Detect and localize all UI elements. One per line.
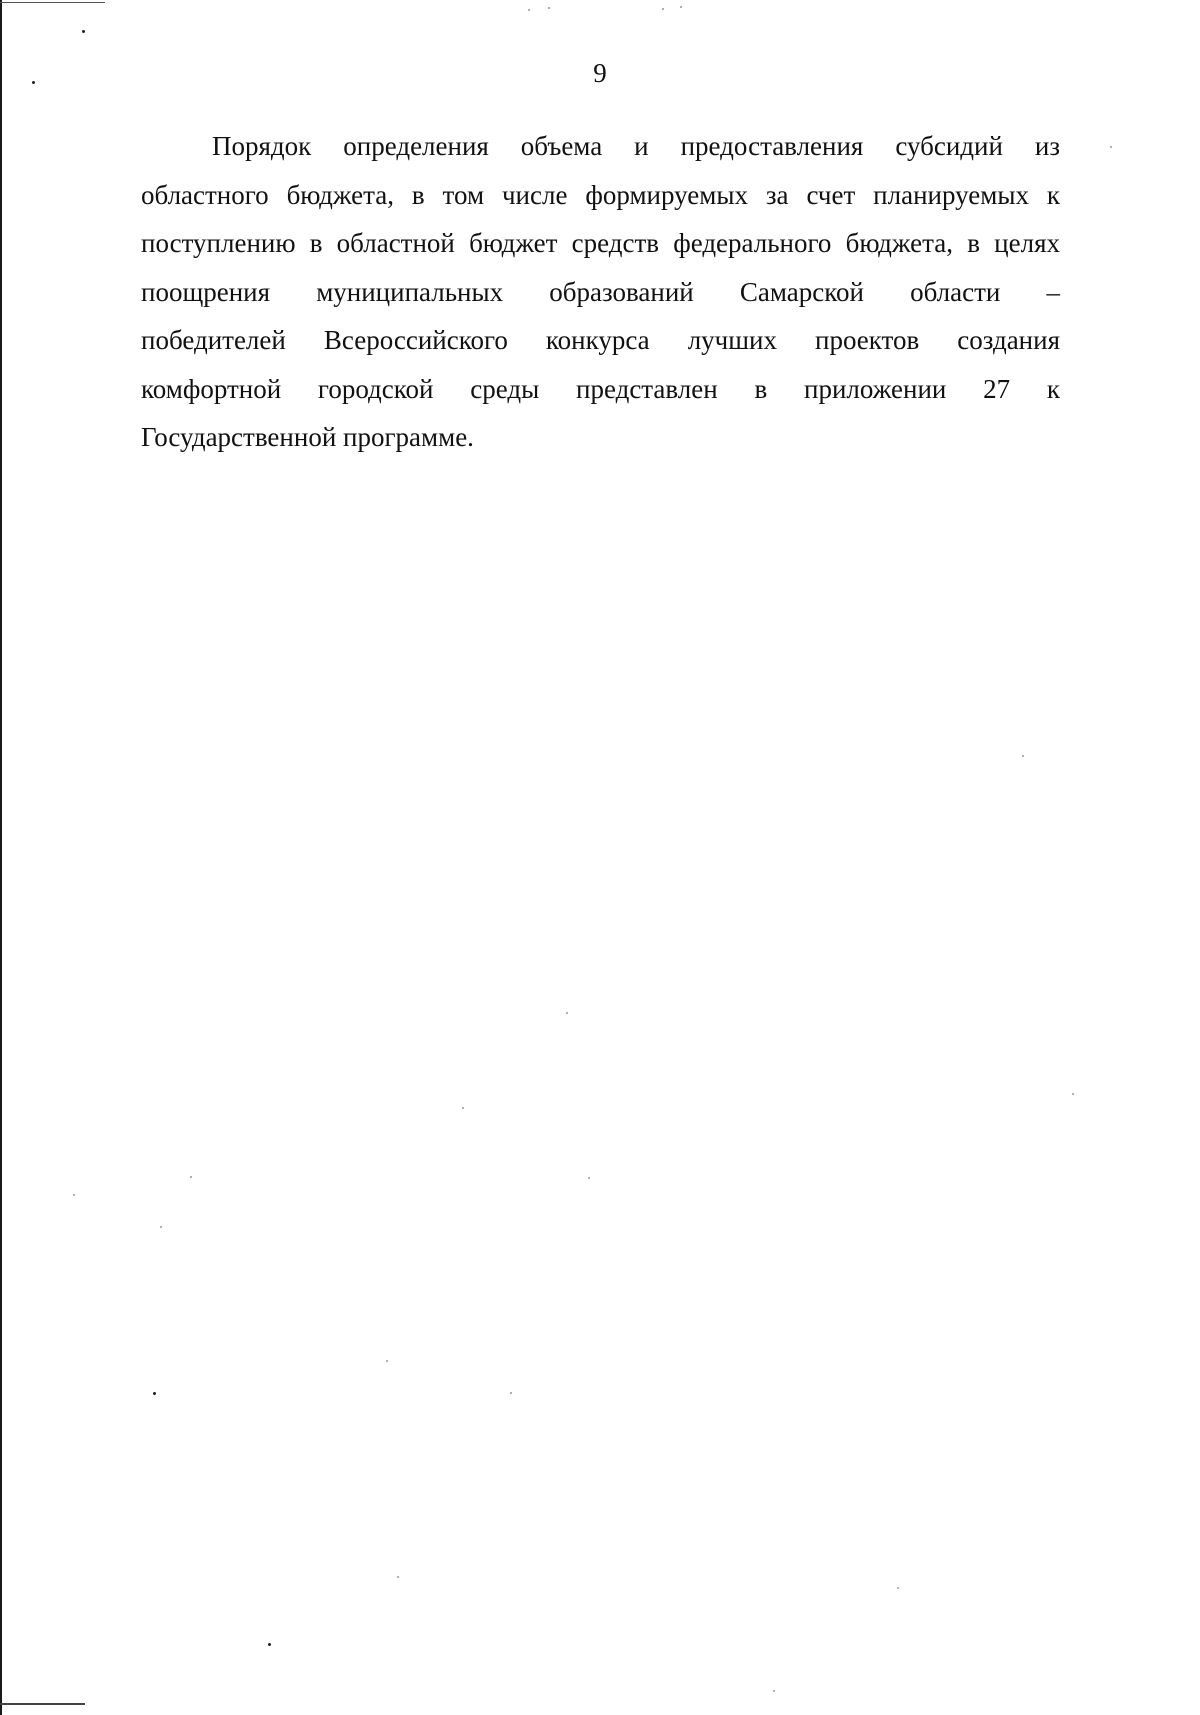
paragraph-line: Государственной программе. bbox=[141, 422, 474, 452]
scan-speck bbox=[73, 1194, 75, 1196]
scan-speck bbox=[190, 1176, 192, 1178]
scan-speck bbox=[386, 1360, 388, 1362]
paragraph-line: областного бюджета, в том числе формируемых за счет планируемых к bbox=[141, 179, 1060, 210]
scan-speck bbox=[1072, 1093, 1074, 1095]
scan-speck bbox=[268, 1643, 271, 1646]
scan-speck bbox=[1022, 755, 1024, 757]
paragraph-line: поощрения муниципальных образований Самарской области – bbox=[141, 276, 1060, 307]
body-paragraph bbox=[141, 122, 1060, 462]
scan-speck bbox=[397, 1576, 399, 1578]
scan-speck bbox=[510, 1392, 512, 1394]
scan-left-border bbox=[0, 0, 2, 1715]
paragraph-line: комфортной городской среды представлен в приложении 27 к bbox=[141, 373, 1060, 404]
scan-speck bbox=[153, 1392, 156, 1395]
scan-speck bbox=[160, 1226, 162, 1228]
scan-bottom-mark bbox=[0, 1703, 85, 1705]
scan-speck bbox=[528, 9, 530, 11]
scan-speck bbox=[588, 1177, 590, 1179]
scan-top-mark bbox=[0, 2, 105, 3]
paragraph-line: победителей Всероссийского конкурса лучших проектов создания bbox=[141, 325, 1060, 355]
scan-speck bbox=[462, 1107, 464, 1109]
paragraph-line: Порядок определения объема и предоставления субсидий из bbox=[212, 131, 1060, 161]
scan-speck bbox=[897, 1587, 899, 1589]
scan-speck bbox=[662, 8, 664, 10]
scan-speck bbox=[1110, 146, 1112, 148]
scan-speck bbox=[680, 6, 682, 8]
page-number: 9 bbox=[593, 58, 607, 88]
scan-speck bbox=[566, 1012, 568, 1014]
scan-speck bbox=[773, 1690, 775, 1692]
scan-speck bbox=[548, 7, 550, 9]
paragraph-line: поступлению в областной бюджет средств федерального бюджета, в целях bbox=[141, 228, 1060, 258]
scan-speck bbox=[82, 30, 85, 33]
